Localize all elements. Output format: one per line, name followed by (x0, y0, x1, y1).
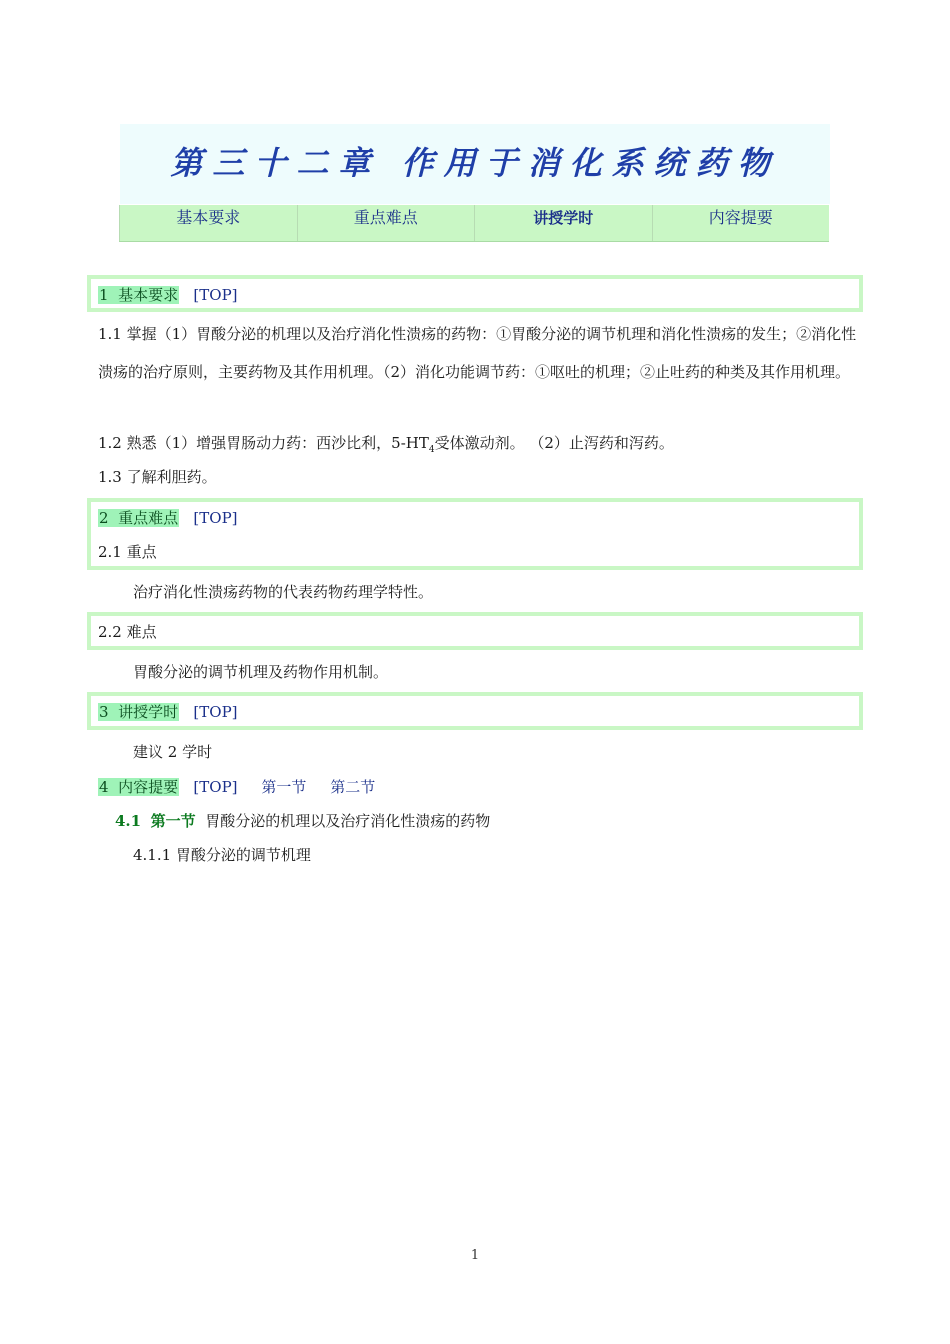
subsection-2-2: 2.2 难点 (98, 623, 157, 641)
subsection-4-1-label: 第一节 (150, 812, 196, 830)
section-link-2[interactable]: 第二节 (330, 778, 376, 796)
subsection-2-1-text: 治疗消化性溃疡药物的代表药物药理学特性。 (133, 583, 434, 601)
nav-teaching-hours[interactable]: 讲授学时 (474, 205, 652, 241)
subsection-4-1 (115, 811, 490, 831)
section-link-1[interactable]: 第一节 (261, 778, 307, 796)
nav-content-summary[interactable]: 内容提要 (652, 205, 830, 241)
section3-text: 建议 2 学时 (133, 743, 213, 761)
section2-heading (98, 508, 238, 528)
subsection-4-1-num: 4.1 (115, 812, 142, 830)
section4-heading-label: 4 内容提要 (99, 778, 179, 796)
section4-heading (98, 777, 375, 797)
top-link[interactable]: [TOP] (193, 778, 238, 796)
top-link[interactable]: [TOP] (193, 286, 238, 304)
top-link[interactable]: [TOP] (193, 509, 238, 527)
subsection-2-2-text: 胃酸分泌的调节机理及药物作用机制。 (133, 663, 389, 681)
section1-heading-label: 1 基本要求 (99, 286, 179, 304)
page-number: 1 (470, 1248, 480, 1263)
subsection-4-1-title: 胃酸分泌的机理以及治疗消化性溃疡的药物 (205, 812, 491, 830)
section3-heading (98, 702, 238, 722)
chapter-nav (119, 205, 829, 242)
section3-heading-label: 3 讲授学时 (99, 703, 179, 721)
paragraph-1-3: 1.3 了解利胆药。 (98, 468, 217, 486)
top-link[interactable]: [TOP] (193, 703, 238, 721)
chapter-title: 第三十二章 作用于消化系统药物 (170, 144, 780, 182)
subsection-2-2-box (87, 612, 863, 650)
subsection-2-1: 2.1 重点 (98, 543, 157, 561)
nav-basic-requirements[interactable]: 基本要求 (119, 205, 297, 241)
paragraph-1-2: 1.2 熟悉（1）增强胃肠动力药：西沙比利，$5-HT_4$受体激动剂。 （2）止泻药和泻药。 (98, 434, 674, 455)
section1-heading (98, 285, 238, 305)
paragraph-1-1: 1.1 掌握（1）胃酸分泌的机理以及治疗消化性溃疡的药物：①胃酸分泌的调节机理和消化性溃疡的发生；②消化性溃疡的治疗原则，主要药物及其作用机理。（2）消化功能调节药：①呕吐的机理；②止吐药的种类及其作用机理。 (98, 325, 857, 381)
nav-key-points[interactable]: 重点难点 (297, 205, 475, 241)
item-4-1-1: 4.1.1 胃酸分泌的调节机理 (133, 846, 311, 864)
section2-heading-label: 2 重点难点 (99, 509, 179, 527)
